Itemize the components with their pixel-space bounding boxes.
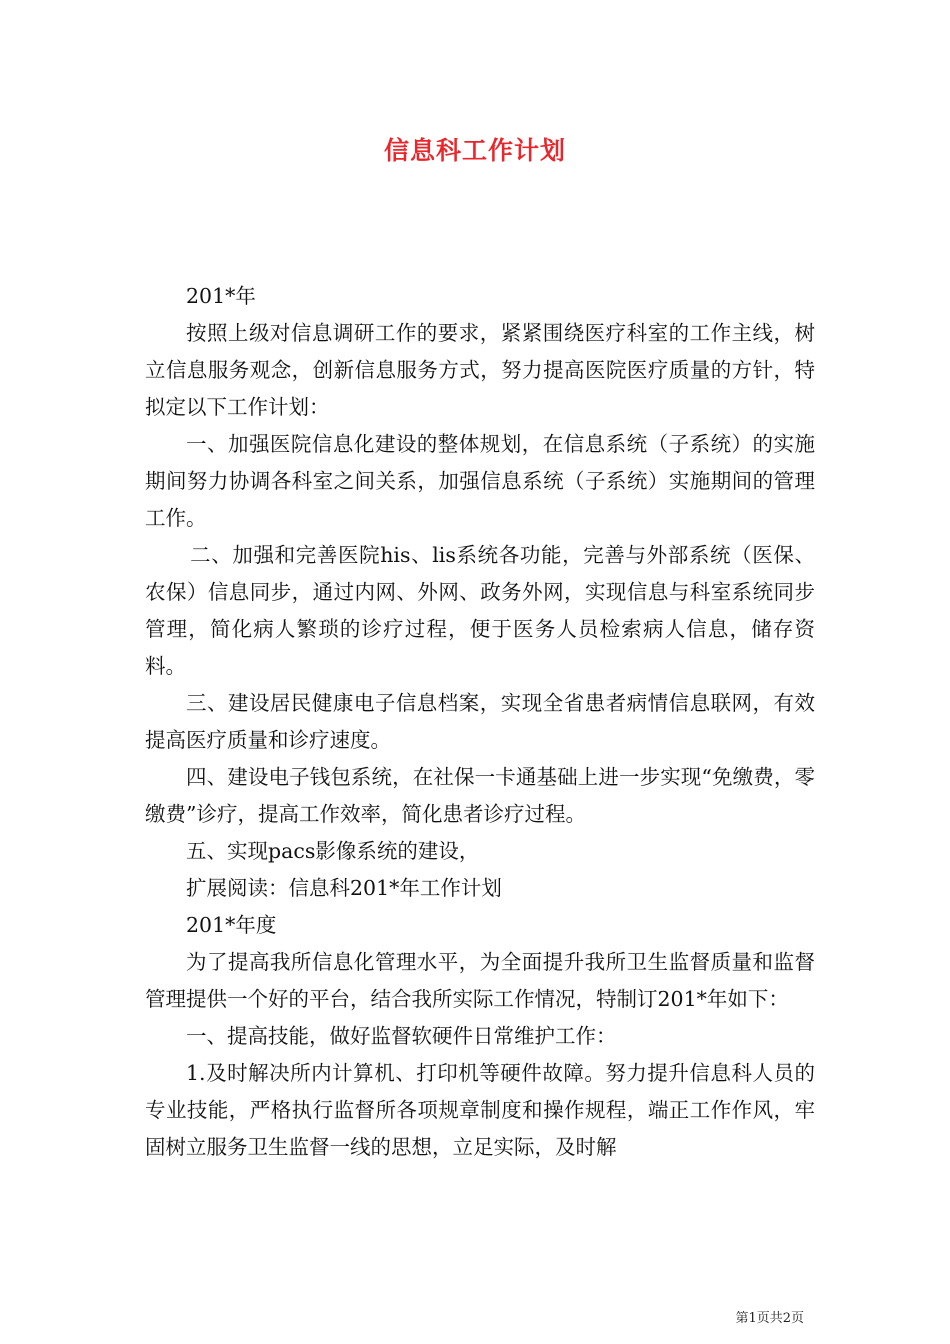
- page-number: 第1页共2页: [735, 1311, 804, 1326]
- paragraph-year: 201*年: [186, 284, 256, 308]
- paragraph-intro: 按照上级对信息调研工作的要求，紧紧围绕医疗科室的工作主线，树立信息服务观念，创新信息服务方式，努力提高医院医疗质量的方针，特拟定以下工作计划：: [145, 321, 815, 419]
- paragraph-item-5: 五、实现pacs影像系统的建设，: [186, 839, 480, 863]
- document-title: 信息科工作计划: [383, 136, 566, 165]
- paragraph-intro-2: 为了提高我所信息化管理水平，为全面提升我所卫生监督质量和监督管理提供一个好的平台，结合我所实际工作情况，特制订201*年如下：: [145, 950, 815, 1011]
- paragraph-item-2: 二、加强和完善医院his、lis系统各功能，完善与外部系统（医保、农保）信息同步，通过内网、外网、政务外网，实现信息与科室系统同步管理，简化病人繁琐的诊疗过程，便于医务人员检索病人信息，储存资料。: [145, 543, 815, 678]
- paragraph-item-3: 三、建设居民健康电子信息档案，实现全省患者病情信息联网，有效提高医疗质量和诊疗速度。: [145, 691, 815, 752]
- paragraph-item-1: 一、加强医院信息化建设的整体规划，在信息系统（子系统）的实施期间努力协调各科室之间关系，加强信息系统（子系统）实施期间的管理工作。: [145, 432, 815, 530]
- paragraph-item-4: 四、建设电子钱包系统，在社保一卡通基础上进一步实现“免缴费，零缴费”诊疗，提高工作效率，简化患者诊疗过程。: [145, 765, 815, 826]
- paragraph-section-1: 一、提高技能，做好监督软硬件日常维护工作：: [186, 1024, 617, 1048]
- document-body: [145, 278, 815, 1166]
- paragraph-section-1-item-1: 1.及时解决所内计算机、打印机等硬件故障。努力提升信息科人员的专业技能，严格执行监督所各项规章制度和操作规程，端正工作作风，牢固树立服务卫生监督一线的思想，立足实际，及时解: [145, 1061, 815, 1159]
- paragraph-year-2: 201*年度: [186, 913, 277, 937]
- paragraph-extended-reading: 扩展阅读：信息科201*年工作计划: [186, 876, 502, 900]
